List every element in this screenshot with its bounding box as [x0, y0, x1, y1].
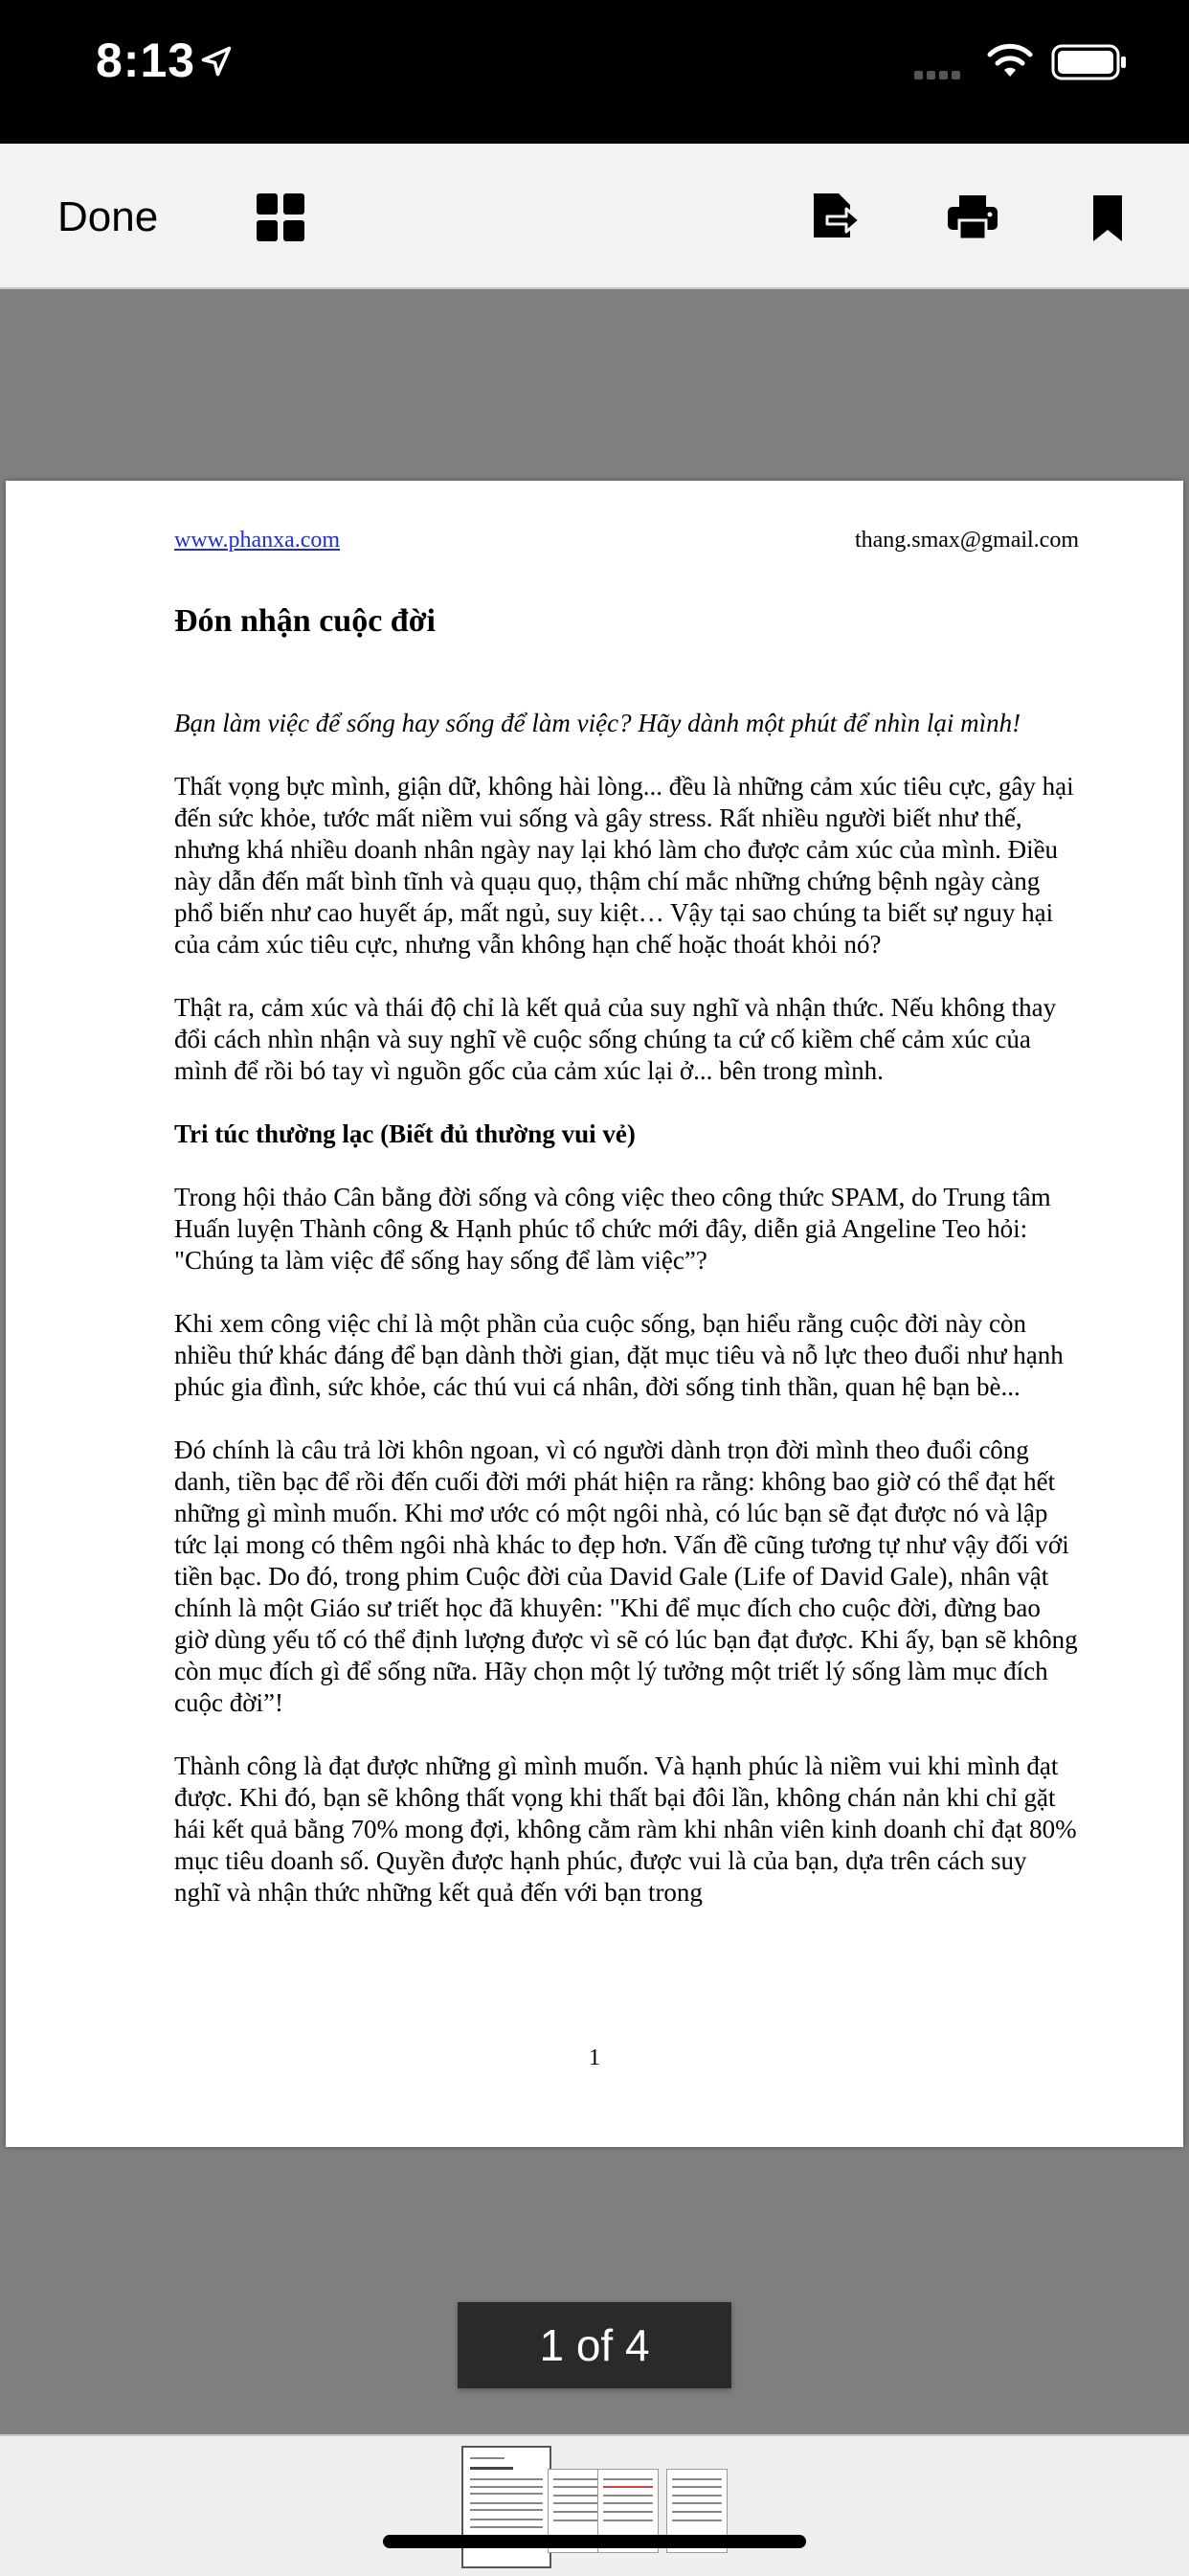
- battery-icon: [1051, 44, 1128, 80]
- export-icon[interactable]: [810, 190, 862, 241]
- body-paragraph: Thành công là đạt được những gì mình muốn. Và hạnh phúc là niềm vui khi mình đạt được. Khi đó, bạn sẽ không thất vọng khi thất bại đôi lần, không chán nản khi chỉ gặt hái kết quả bằng 70% mong đợi, không cằm ràm khi nhân viên kinh doanh chỉ đạt 80% mục tiêu doanh số. Quyền được hạnh phúc, được vui là của bạn, dựa trên cách suy nghĩ và nhận thức những kết quả đến với bạn trong: [174, 1751, 1077, 1907]
- page-header: [174, 525, 1079, 556]
- body-paragraph: Khi xem công việc chỉ là một phần của cuộc sống, bạn hiểu rằng cuộc đời này còn nhiều thứ khác đáng để bạn dành thời gian, đặt mục tiêu và nỗ lực theo đuổi như hạnh phúc gia đình, sức khỏe, các thú vui cá nhân, đời sống tinh thần, quan hệ bạn bè...: [174, 1309, 1064, 1401]
- document-title: Đón nhận cuộc đời: [174, 603, 436, 639]
- print-icon[interactable]: [946, 193, 999, 241]
- thumbnail-strip[interactable]: [0, 2434, 1189, 2576]
- thumbnail-grid-icon[interactable]: [255, 192, 306, 243]
- done-button[interactable]: Done: [57, 193, 159, 240]
- header-website-link[interactable]: www.phanxa.com: [174, 528, 341, 553]
- page-indicator: 1 of 4: [458, 2302, 731, 2388]
- status-time: 8:13: [96, 34, 196, 87]
- status-bar: [0, 0, 1189, 144]
- page-thumbnail[interactable]: [461, 2446, 551, 2568]
- bookmark-icon[interactable]: [1091, 193, 1124, 243]
- body-paragraph: Thật ra, cảm xúc và thái độ chỉ là kết quả của suy nghĩ và nhận thức. Nếu không thay đổi cách nhìn nhận và suy nghĩ về cuộc sống chúng ta cứ cố kiềm chế cảm xúc của mình để rồi bó tay vì nguồn gốc của cảm xúc lại ở... bên trong mình.: [174, 993, 1057, 1085]
- body-paragraph: Trong hội thảo Cân bằng đời sống và công việc theo công thức SPAM, do Trung tâm Huấn luyện Thành công & Hạnh phúc tổ chức mới đây, diễn giả Angeline Teo hỏi: "Chúng ta làm việc để sống hay sống để làm việc”?: [174, 1183, 1051, 1275]
- section-heading: Tri túc thường lạc (Biết đủ thường vui vẻ): [174, 1119, 636, 1148]
- home-indicator[interactable]: [383, 2535, 806, 2548]
- body-paragraph: Đó chính là câu trả lời khôn ngoan, vì có người dành trọn đời mình theo đuổi công danh, tiền bạc để rồi đến cuối đời mới phát hiện ra rằng: không bao giờ có thể đạt hết những gì mình muốn. Khi mơ ước có một ngôi nhà, có lúc bạn sẽ đạt được nó và lập tức lại mong có thêm ngôi nhà khác to đẹp hơn. Vấn đề cũng tương tự như vậy đối với tiền bạc. Do đó, trong phim Cuộc đời của David Gale (Life of David Gale), nhân vật chính là một Giáo sư triết học đã khuyên: "Khi để mục đích cho cuộc đời, đừng bao giờ dùng yếu tố có thể định lượng được vì sẽ có lúc bạn đạt được. Khi ấy, bạn sẽ không còn mục đích gì để sống nữa. Hãy chọn một lý tưởng một triết lý sống làm mục đích cuộc đời”!: [174, 1435, 1078, 1717]
- body-paragraph: Thất vọng bực mình, giận dữ, không hài lòng... đều là những cảm xúc tiêu cực, gây hại đến sức khỏe, tước mất niềm vui sống và gây stress. Rất nhiều người biết như thế, nhưng khá nhiều doanh nhân ngày nay lại khó làm cho được cảm xúc của mình. Điều này dẫn đến mất bình tĩnh và quạu quọ, thậm chí mắc những chứng bệnh ngày càng phổ biến như cao huyết áp, mất ngủ, suy kiệt… Vậy tại sao chúng ta biết sự nguy hại của cảm xúc tiêu cực, nhưng vẫn không hạn chế hoặc thoát khỏi nó?: [174, 772, 1074, 959]
- header-email: thang.smax@gmail.com: [854, 528, 1079, 553]
- page-content: [174, 525, 1079, 1940]
- page-number: 1: [589, 2045, 600, 2070]
- intro-paragraph: Bạn làm việc để sống hay sống để làm việc? Hãy dành một phút để nhìn lại mình!: [174, 709, 1021, 737]
- wifi-icon: [986, 42, 1034, 80]
- cellular-signal-icon: [914, 67, 964, 84]
- location-arrow-icon: [199, 44, 234, 79]
- document-toolbar: [0, 144, 1189, 289]
- document-page: [6, 481, 1183, 2147]
